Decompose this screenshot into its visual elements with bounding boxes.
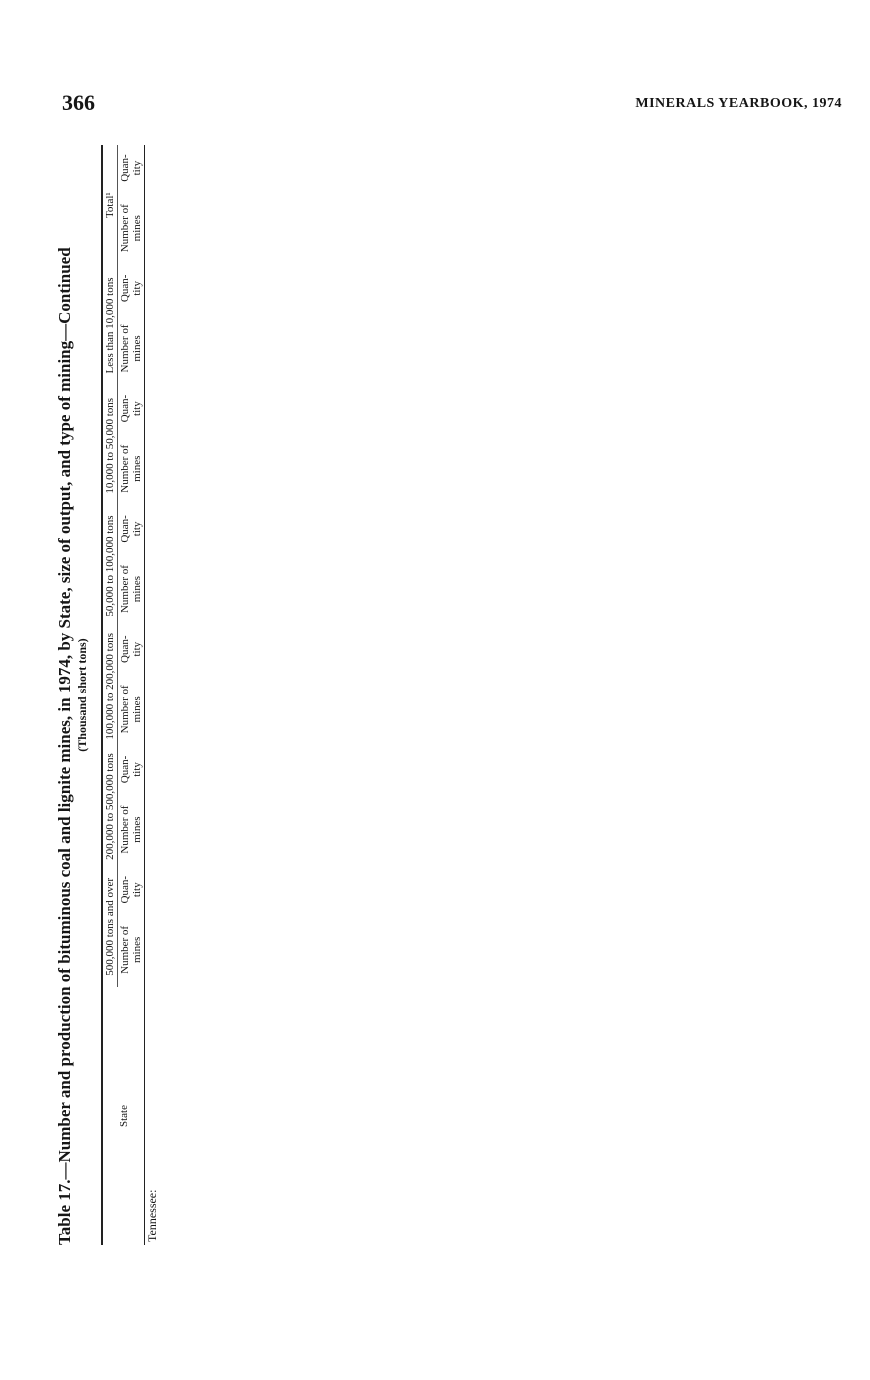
- rotated-table-block: [55, 145, 655, 1245]
- quantity-header: Quan- tity: [119, 635, 143, 663]
- quantity-header: Quan- tity: [119, 274, 143, 303]
- table-body: [145, 145, 160, 1245]
- group-header: Less than 10,000 tons: [102, 265, 118, 385]
- number-of-mines-header: Number of mines: [119, 685, 143, 734]
- number-of-mines-header: Number of mines: [119, 204, 143, 253]
- quantity-header: Quan- tity: [119, 876, 143, 904]
- number-of-mines-header: Number of mines: [119, 324, 143, 373]
- quantity-header: Quan- tity: [119, 154, 143, 182]
- number-of-mines-header: Number of mines: [119, 805, 143, 854]
- group-header: Total¹: [102, 145, 118, 265]
- table-caption: [55, 145, 90, 1245]
- number-of-mines-header: Number of mines: [119, 925, 143, 974]
- group-header: 10,000 to 50,000 tons: [102, 386, 118, 506]
- data-table: [101, 145, 159, 1245]
- group-header: 200,000 to 500,000 tons: [102, 746, 118, 866]
- quantity-header: Quan- tity: [119, 394, 143, 423]
- table-title: Table 17.—Number and production of bituminous coal and lignite mines, in 1974, by State, size of output, and type of mining—Continued: [55, 247, 74, 1245]
- group-header: 500,000 tons and over: [102, 867, 118, 987]
- table-row: [145, 145, 160, 1245]
- running-head: MINERALS YEARBOOK, 1974: [635, 96, 842, 111]
- group-header: 50,000 to 100,000 tons: [102, 506, 118, 626]
- table-unit: (Thousand short tons): [75, 638, 89, 752]
- state-header: State: [117, 1105, 130, 1127]
- group-header: 100,000 to 200,000 tons: [102, 626, 118, 746]
- row-label: Tennessee:: [145, 1189, 159, 1242]
- number-of-mines-header: Number of mines: [119, 565, 143, 614]
- page-number: 366: [62, 90, 95, 115]
- quantity-header: Quan- tity: [119, 755, 143, 784]
- quantity-header: Quan- tity: [119, 515, 143, 543]
- page-header: [62, 90, 842, 120]
- number-of-mines-header: Number of mines: [119, 444, 143, 493]
